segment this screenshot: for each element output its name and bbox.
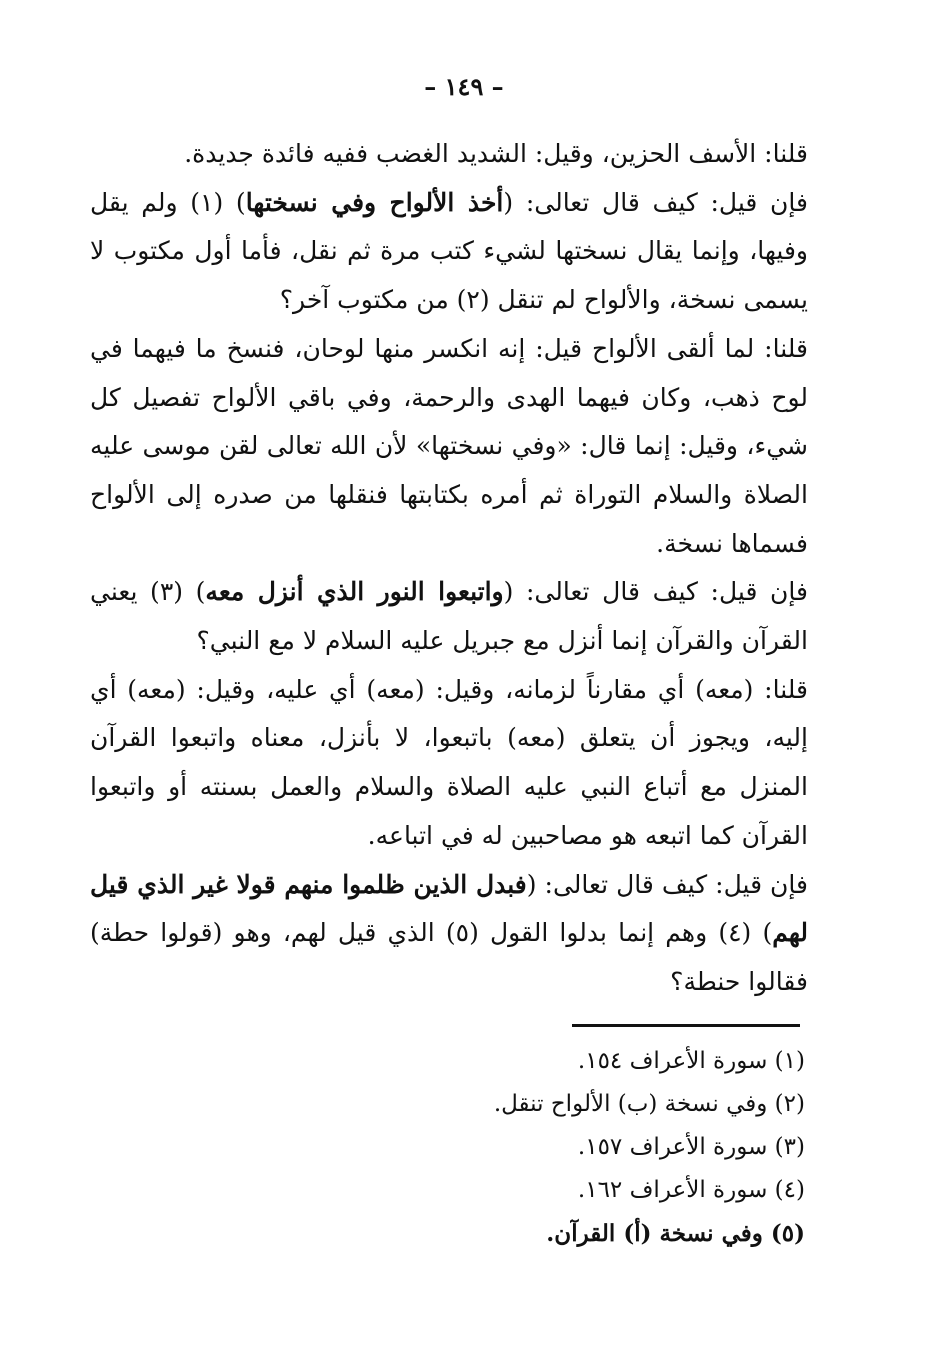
text-segment: ) (٤) وهم إنما بدلوا القول (٥) الذي قيل لهم، وهو (قولوا حطة) فقالوا حنطة؟ [90,918,808,996]
paragraph [90,325,808,569]
footnote: (٤) سورة الأعراف ١٦٢. [577,1177,805,1203]
paragraph [90,861,808,1007]
paragraph [90,130,808,179]
footnote-divider [572,1024,800,1027]
footnote: (٣) سورة الأعراف ١٥٧. [577,1134,805,1160]
text-segment: ) (٣) يعني القرآن والقرآن إنما أنزل مع جبريل عليه السلام لا مع النبي؟ [90,577,808,656]
quran-quote: فبدل الذين ظلموا منهم قولا غير الذي قيل لهم [90,869,808,948]
footnote: (٢) وفي نسخة (ب) الألواح تنقل. [493,1091,805,1117]
footnote: (٥) وفي نسخة (أ) القرآن. [546,1220,805,1247]
text-segment: قلنا: لما ألقى الألواح قيل: إنه انكسر منها لوحان، فنسخ ما فيهما في لوح ذهب، وكان فيهما الهدى والرحمة، وفي باقي الألواح تفصيل كل شيء، وقيل: إنما قال: «وفي نسختها» لأن الله تعالى لقن موسى عليه الصلاة والسلام التوراة ثم أمره بكتابتها فنقلها من صدره إلى الألواح فسماها نسخة. [90,333,808,558]
quran-quote: واتبعوا النور الذي أنزل معه [205,577,504,607]
paragraph [90,179,808,325]
text-segment: فإن قيل: كيف قال تعالى: ( [526,869,808,899]
body-text [90,130,808,1007]
text-segment: فإن قيل: كيف قال تعالى: ( [503,577,808,607]
text-segment: قلنا: (معه) أي مقارناً لزمانه، وقيل: (معه) أي عليه، وقيل: (معه) أي إليه، ويجوز أن يتعلق (معه) باتبعوا، لا بأنزل، معناه واتبعوا القرآن المنزل مع أتباع النبي عليه الصلاة والسلام والعمل بسنته أو واتبعوا القرآن كما اتبعه هو مصاحبين له في اتباعه. [90,674,808,850]
text-segment: قلنا: الأسف الحزين، وقيل: الشديد الغضب ففيه فائدة جديدة. [184,139,808,168]
paragraph [90,568,808,665]
text-segment: فإن قيل: كيف قال تعالى: ( [503,187,808,217]
footnote: (١) سورة الأعراف ١٥٤. [577,1048,805,1074]
paragraph [90,666,808,861]
text-segment: ) (١) ولم يقل وفيها، وإنما يقال نسختها لشيء كتب مرة ثم نقل، فأما أول مكتوب لا يسمى نسخة، والألواح لم تنقل (٢) من مكتوب آخر؟ [90,187,808,315]
quran-quote: أخذ الألواح وفي نسختها [245,187,504,217]
page-number: – ١٤٩ – [424,72,504,101]
footnotes [420,1040,805,1255]
